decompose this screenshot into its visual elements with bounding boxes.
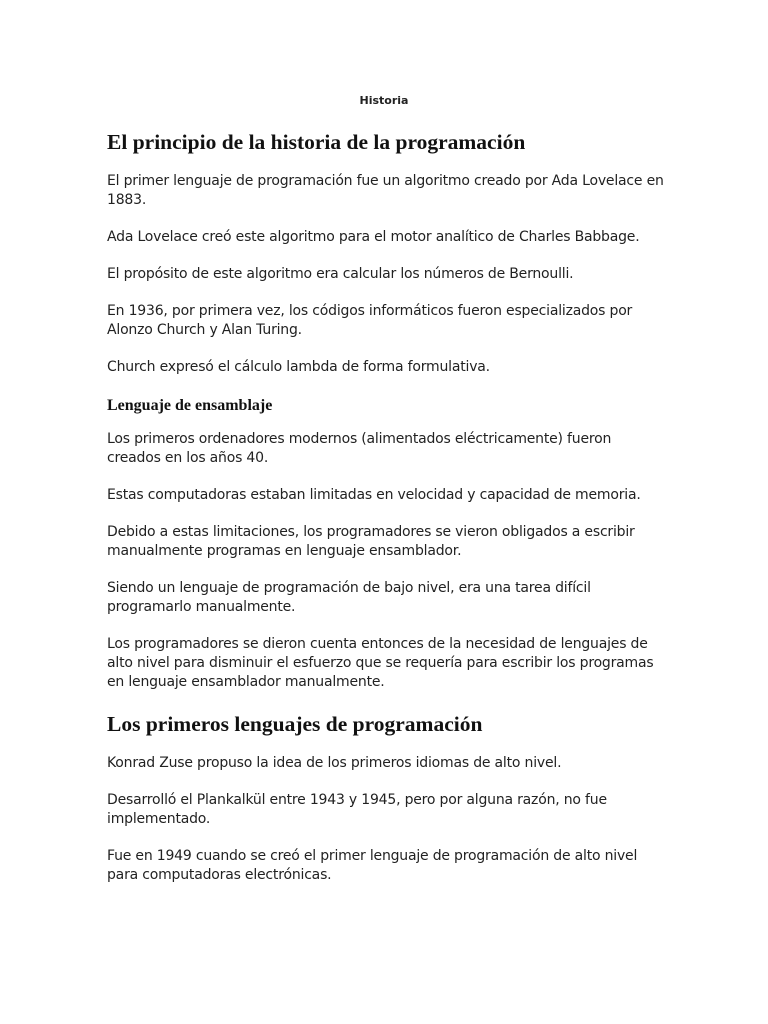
subsection-heading-assembly-language: Lenguaje de ensamblaje xyxy=(107,397,273,414)
section-heading-history-beginning: El principio de la historia de la programación xyxy=(107,130,526,154)
paragraph: Los programadores se dieron cuenta entonces de la necesidad de lenguajes de alto nivel para disminuir el esfuerzo que se requería para escribir los programas en lenguaje ensamblador manualmente. xyxy=(107,636,654,690)
paragraph: Siendo un lenguaje de programación de bajo nivel, era una tarea difícil programarlo manualmente. xyxy=(107,580,591,615)
paragraph: Church expresó el cálculo lambda de forma formulativa. xyxy=(107,359,490,375)
paragraph: Desarrolló el Plankalkül entre 1943 y 1945, pero por alguna razón, no fue implementado. xyxy=(107,792,607,827)
document-body xyxy=(107,128,667,903)
section-heading-first-languages: Los primeros lenguajes de programación xyxy=(107,712,483,736)
paragraph: Fue en 1949 cuando se creó el primer lenguaje de programación de alto nivel para computadoras electrónicas. xyxy=(107,848,638,883)
paragraph: Debido a estas limitaciones, los programadores se vieron obligados a escribir manualmente programas en lenguaje ensamblador. xyxy=(107,524,635,559)
paragraph: Konrad Zuse propuso la idea de los primeros idiomas de alto nivel. xyxy=(107,755,562,771)
page-header-title: Historia xyxy=(359,94,409,107)
paragraph: En 1936, por primera vez, los códigos informáticos fueron especializados por Alonzo Church y Alan Turing. xyxy=(107,303,633,338)
paragraph: Ada Lovelace creó este algoritmo para el motor analítico de Charles Babbage. xyxy=(107,229,640,245)
paragraph: El propósito de este algoritmo era calcular los números de Bernoulli. xyxy=(107,266,574,282)
paragraph: Estas computadoras estaban limitadas en velocidad y capacidad de memoria. xyxy=(107,487,641,503)
paragraph: El primer lenguaje de programación fue un algoritmo creado por Ada Lovelace en 1883. xyxy=(107,173,664,208)
paragraph: Los primeros ordenadores modernos (alimentados eléctricamente) fueron creados en los años 40. xyxy=(107,431,612,466)
